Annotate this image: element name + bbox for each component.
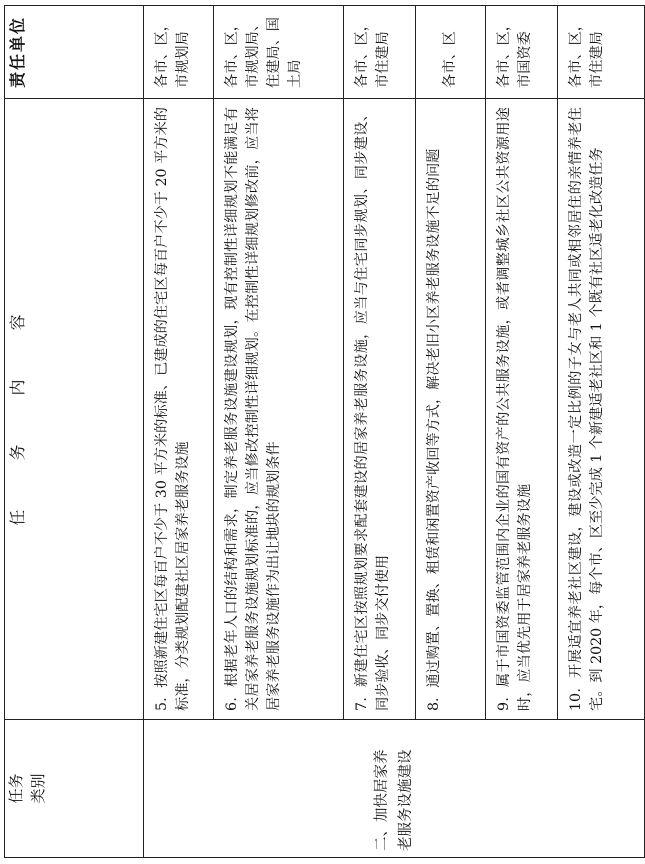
task-content: 10．开展适宜养老社区建设，建设或改造一定比例的子女与老人共同或相邻居住的亲情养老住宅。到 2020 年，每个市、区至少完成 1 个新建适老社区和 1 个既有社区适老化改造任务 [558, 99, 645, 720]
header-responsible: 责任单位 [5, 6, 144, 99]
header-content: 任 务 内 容 [5, 99, 144, 720]
task-content: 7．新建住宅区按照规划要求配套建设的居家养老服务设施，应当与住宅同步规划、同步建设、同步验收、同步交付使用 [344, 99, 416, 720]
responsible-unit: 各市、区 [416, 6, 486, 99]
responsible-unit: 各市、区，市规划局、住建局、国土局 [214, 6, 344, 99]
responsible-unit: 各市、区，市国资委 [486, 6, 558, 99]
task-table [4, 5, 645, 858]
responsible-unit: 各市、区，市住建局 [344, 6, 416, 99]
header-row [5, 6, 144, 858]
task-content: 5．按照新建住宅区每百户不少于 30 平方米的标准、已建成的住宅区每百户不少于 20 平方米的标准，分类规划配建社区居家养老服务设施 [144, 99, 214, 720]
table-row [144, 6, 214, 858]
responsible-unit: 各市、区，市规划局 [144, 6, 214, 99]
responsible-unit: 各市、区，市住建局 [558, 6, 645, 99]
header-category: 任务 类别 [5, 720, 144, 858]
task-content: 8．通过购置、置换、租赁和闲置资产收回等方式，解决老旧小区养老服务设施不足的问题 [416, 99, 486, 720]
category-text: 二、加快居家养老服务设施建设 [374, 749, 414, 851]
category-cell [144, 720, 645, 858]
task-content: 9．属于市国资委监管范围内企业的国有资产的公共服务设施，或者调整城乡社区公共资源用途时，应当优先用于居家养老服务设施 [486, 99, 558, 720]
task-content: 6．根据老年人口的结构和需求，制定养老服务设施建设规划，现有控制性详细规划不能满足有关居家养老服务设施规划标准的，应当修改控制性详细规划。在控制性详细规划修改前，应当将居家养老服务设施作为出让地块的规划条件 [214, 99, 344, 720]
